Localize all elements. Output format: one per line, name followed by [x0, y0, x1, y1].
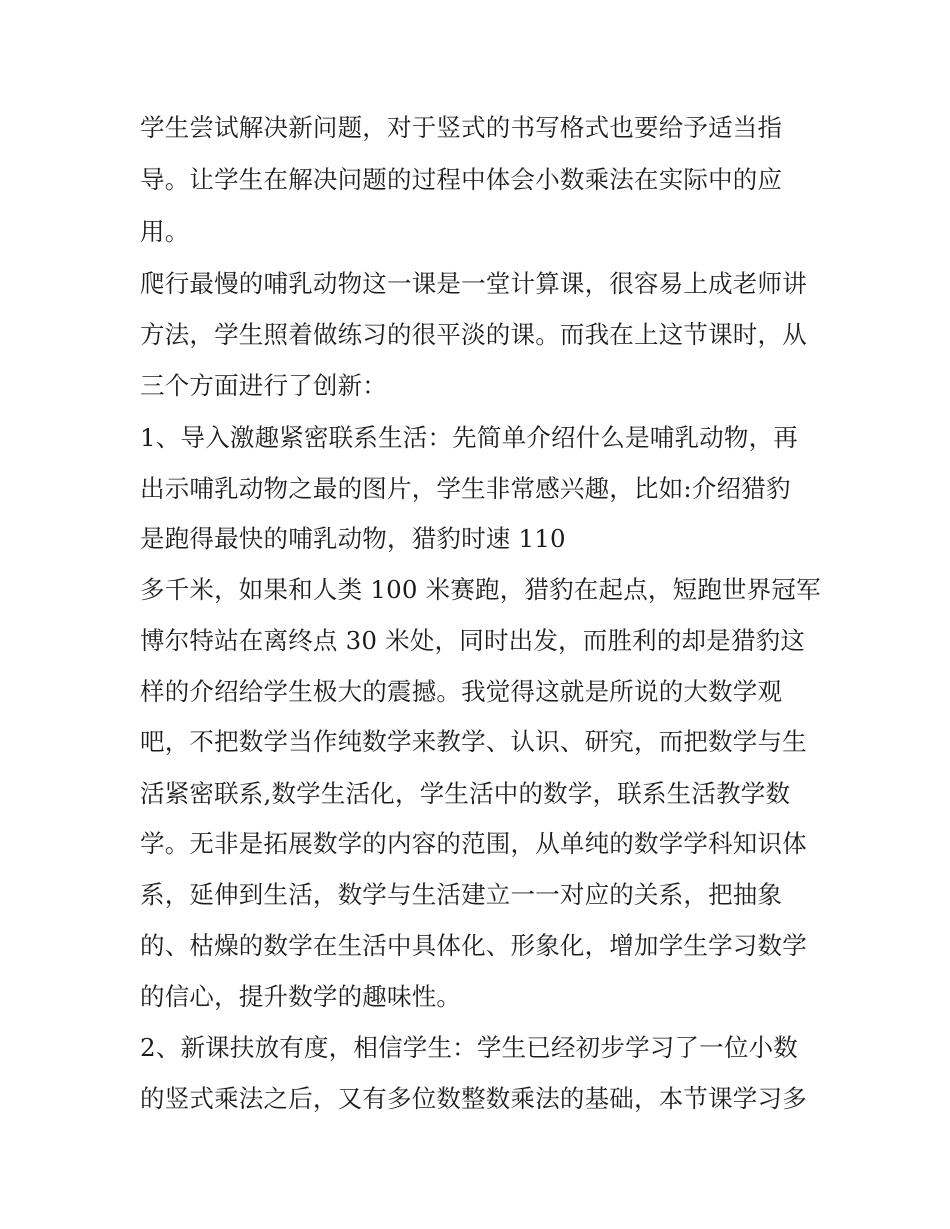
- text-line: 的信心，提升数学的趣味性。: [140, 982, 462, 1011]
- text-line: 的、枯燥的数学在生活中具体化、形象化，增加学生学习数学: [140, 931, 807, 960]
- text-line: 导。让学生在解决问题的过程中体会小数乘法在实际中的应: [140, 165, 783, 194]
- text-line: 博尔特站在离终点 30 米处，同时出发，而胜利的却是猎豹这: [140, 626, 806, 655]
- text-line: 方法，学生照着做练习的很平淡的课。而我在上这节课时，从: [140, 320, 807, 349]
- text-line: 学。无非是拓展数学的内容的范围，从单纯的数学学科知识体: [140, 829, 807, 858]
- text-line: 多千米，如果和人类 100 米赛跑，猎豹在起点，短跑世界冠军: [140, 575, 821, 604]
- text-line: 是跑得最快的哺乳动物，猎豹时速 110: [140, 524, 566, 553]
- text-line: 吧，不把数学当作纯数学来教学、认识、研究，而把数学与生: [140, 727, 807, 756]
- text-line: 样的介绍给学生极大的震撼。我觉得这就是所说的大数学观: [140, 677, 783, 706]
- text-line: 学生尝试解决新问题，对于竖式的书写格式也要给予适当指: [140, 113, 783, 142]
- text-line: 系，延伸到生活，数学与生活建立一一对应的关系，把抽象: [140, 880, 783, 909]
- text-line: 出示哺乳动物之最的图片，学生非常感兴趣，比如:介绍猎豹: [140, 474, 791, 503]
- text-line: 三个方面进行了创新：: [140, 371, 387, 400]
- text-line: 活紧密联系,数学生活化，学生活中的数学，联系生活教学数: [140, 779, 791, 808]
- text-line: 2、新课扶放有度，相信学生：学生已经初步学习了一位小数: [140, 1033, 798, 1062]
- text-line: 的竖式乘法之后，又有多位数整数乘法的基础，本节课学习多: [140, 1084, 807, 1113]
- text-line: 用。: [140, 217, 190, 246]
- text-line: 1、导入激趣紧密联系生活：先简单介绍什么是哺乳动物，再: [140, 423, 798, 452]
- text-line: 爬行最慢的哺乳动物这一课是一堂计算课，很容易上成老师讲: [140, 269, 807, 298]
